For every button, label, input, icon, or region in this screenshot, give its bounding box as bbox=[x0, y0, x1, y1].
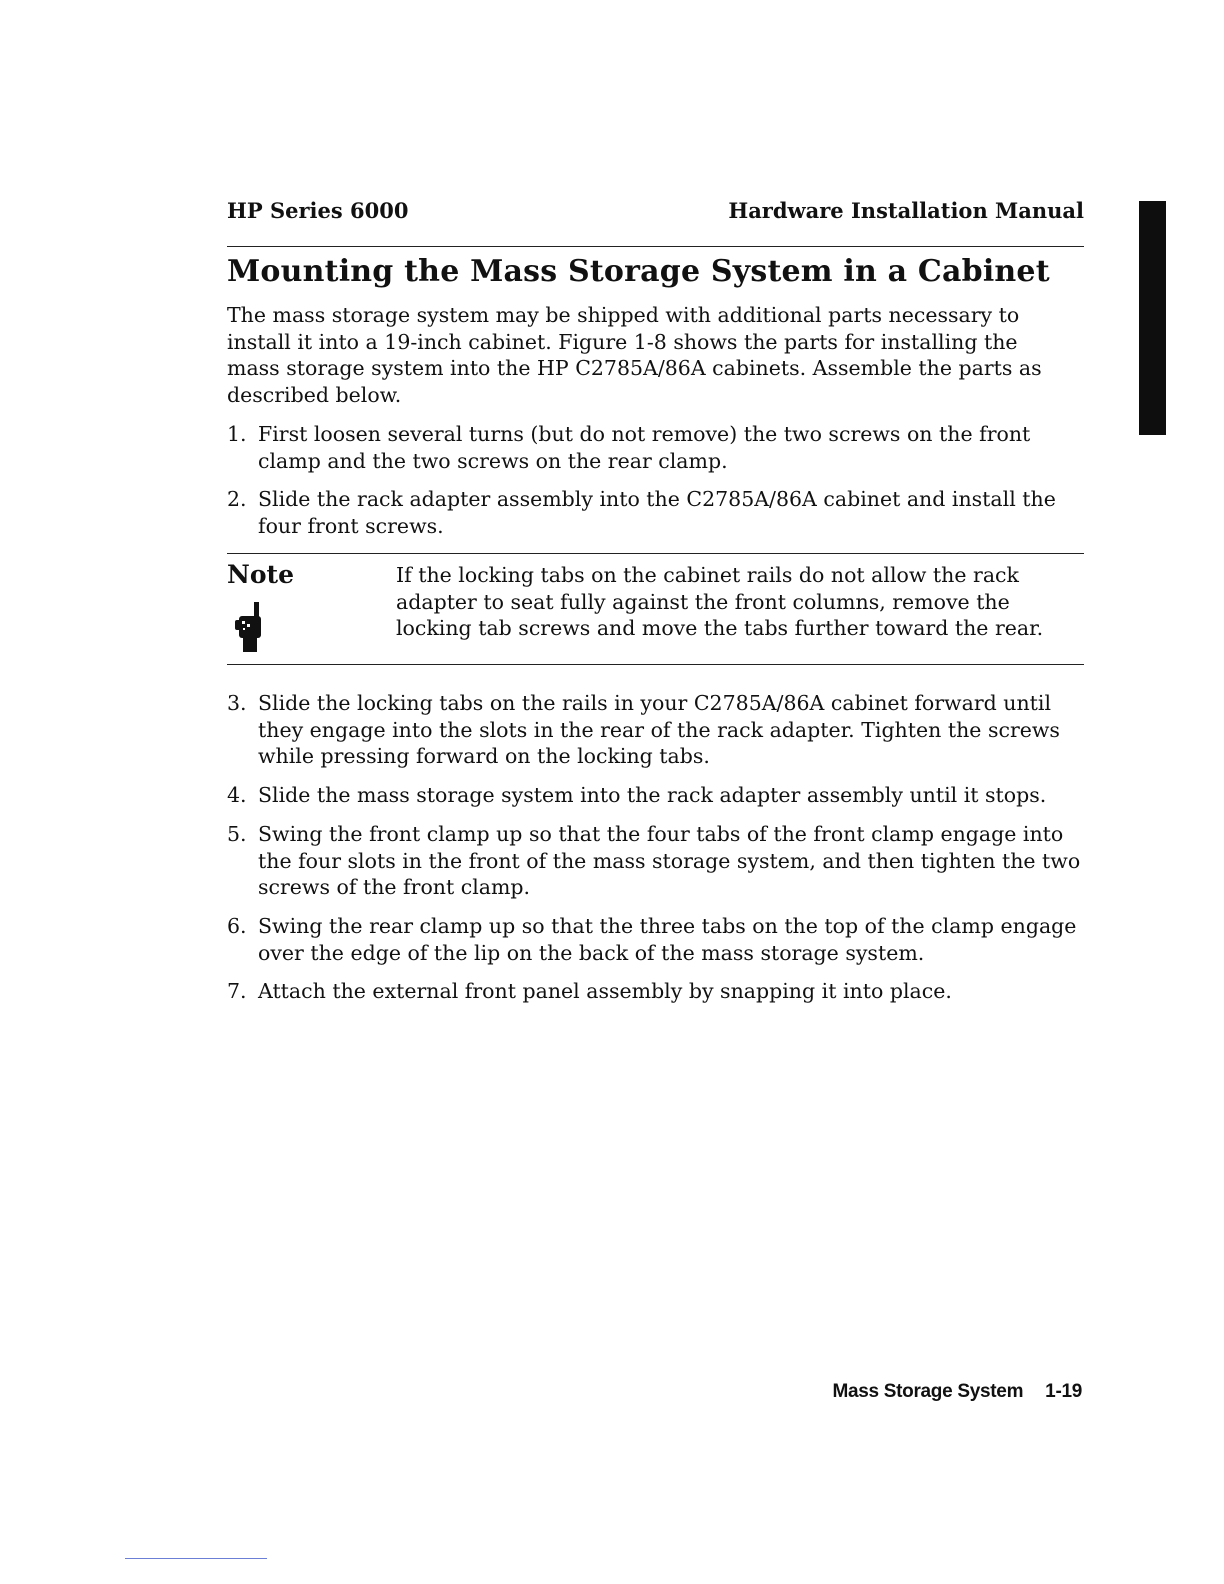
step-number: 6. bbox=[227, 913, 247, 938]
note-box bbox=[227, 553, 1084, 665]
steps-list-2 bbox=[227, 690, 1087, 1017]
steps-list-1 bbox=[227, 421, 1087, 552]
step-number: 4. bbox=[227, 783, 247, 808]
header-rule bbox=[227, 246, 1084, 247]
step-number: 7. bbox=[227, 979, 247, 1004]
footer-section: Mass Storage System bbox=[832, 1381, 1024, 1402]
chapter-tab-marker bbox=[1139, 201, 1166, 435]
step-item bbox=[227, 782, 1087, 809]
step-item bbox=[227, 421, 1087, 474]
step-number: 1. bbox=[227, 422, 247, 446]
step-number: 5. bbox=[227, 821, 247, 846]
intro-paragraph: The mass storage system may be shipped with additional parts necessary to install it into a 19-inch cabinet. Figure 1-8 shows the parts for installing the mass storage system into the HP C2785A/86A cabinets. Assemble the parts as described below. bbox=[227, 303, 1042, 408]
note-text: If the locking tabs on the cabinet rails do not allow the rack adapter to seat fully against the front columns, remove the locking tab screws and move the tabs further toward the rear. bbox=[396, 563, 1044, 641]
step-text: Swing the front clamp up so that the four tabs of the front clamp engage into the four slots in the front of the mass storage system, and then tighten the two screws of the front clamp. bbox=[258, 821, 1081, 900]
step-item bbox=[227, 978, 1087, 1005]
note-label: Note bbox=[227, 560, 294, 589]
page-header bbox=[227, 198, 1084, 228]
step-text: First loosen several turns (but do not remove) the two screws on the front clamp and the two screws on the rear clamp. bbox=[258, 422, 1031, 473]
step-item bbox=[227, 486, 1087, 539]
page-number: 1-19 bbox=[1045, 1381, 1082, 1402]
page-footer bbox=[832, 1381, 1082, 1403]
header-manual-title: Hardware Installation Manual bbox=[728, 198, 1084, 223]
pointing-hand-icon bbox=[233, 602, 267, 654]
step-number: 3. bbox=[227, 691, 247, 715]
step-text: Slide the rack adapter assembly into the C2785A/86A cabinet and install the four front screws. bbox=[258, 487, 1056, 539]
section-title: Mounting the Mass Storage System in a Cabinet bbox=[227, 254, 1050, 289]
step-number: 2. bbox=[227, 487, 247, 512]
step-text: Slide the mass storage system into the rack adapter assembly until it stops. bbox=[258, 783, 1047, 808]
step-item bbox=[227, 913, 1087, 966]
step-item bbox=[227, 821, 1087, 901]
step-text: Swing the rear clamp up so that the three tabs on the top of the clamp engage over the edge of the lip on the back of the mass storage system. bbox=[258, 913, 1077, 965]
step-text: Slide the locking tabs on the rails in your C2785A/86A cabinet forward until they engage into the slots in the rear of the rack adapter. Tighten the screws while pressing forward on the locking tabs. bbox=[258, 691, 1060, 769]
scan-artifact-line bbox=[125, 1558, 267, 1559]
step-text: Attach the external front panel assembly by snapping it into place. bbox=[258, 979, 952, 1004]
step-item bbox=[227, 690, 1087, 770]
header-product: HP Series 6000 bbox=[227, 198, 409, 223]
